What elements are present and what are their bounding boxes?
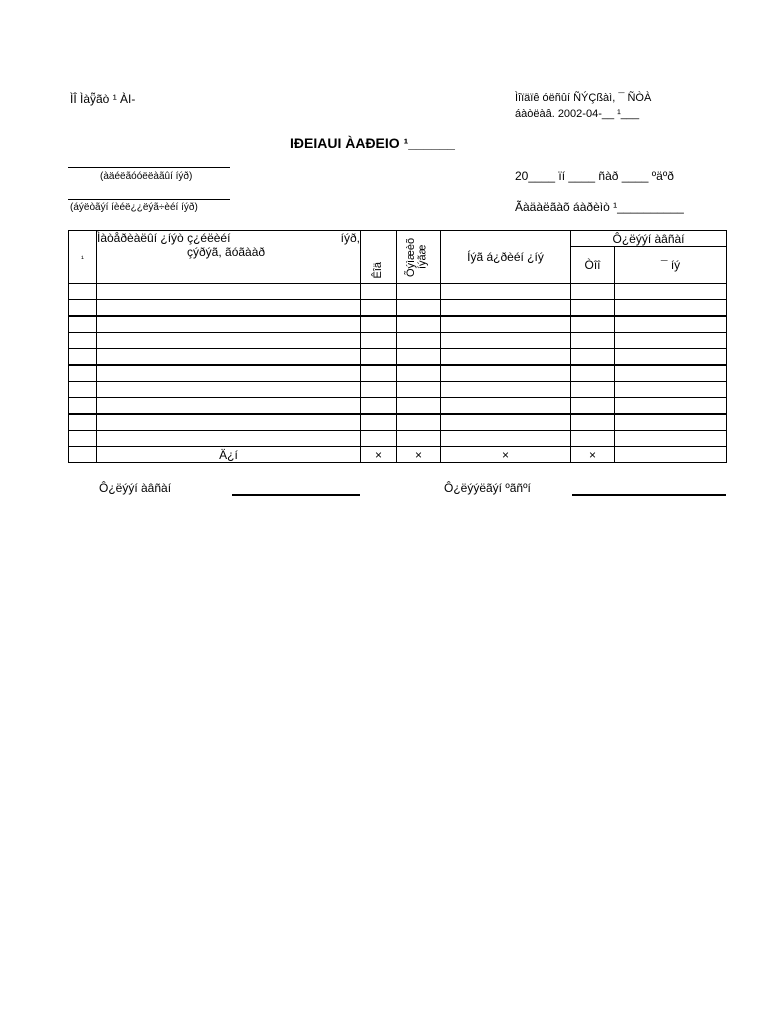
table-row [69,316,727,333]
x-mark: × [571,447,615,463]
left-field-2-line [68,199,230,200]
col-sum-header: ¯ íý [615,247,727,284]
total-row [69,447,727,463]
left-field-1-line [68,167,230,168]
received-by-signature-line [232,494,360,496]
col-number-header: ¹ [69,231,97,284]
issued-by-signature-line [572,494,726,496]
table-row [69,414,727,431]
table-row [69,284,727,300]
total-label: Ä¿í [97,447,361,463]
table-row [69,431,727,447]
col-code-header: Êîä [361,231,397,284]
table-row [69,365,727,382]
table-row [69,382,727,398]
left-field-2-caption: (áýëòãýí íèéë¿¿ëýã÷èéí íýð) [70,202,198,213]
date-line: 20____ ïí ____ ñàð ____ ºäºð [515,169,674,183]
col-received-group-header: Ô¿ëýýí àâñàí [571,231,727,247]
approval-line-1: Ìîïäïê óëñûí ÑÝÇßàì, ¯ ÑÒÀ [515,92,652,104]
col-price-header: Íýã á¿ðèéí ¿íý [441,231,571,284]
col-description-header: Ìàòåðèàëûí ¿íýò ç¿éëèéí íýð, çýðýã, ãóãààð [97,231,361,284]
left-field-1-caption: (àäéëãóóëëàãûí íýð) [100,171,193,182]
table-row [69,333,727,349]
x-mark: × [361,447,397,463]
approval-line-2: áàòëàâ. 2002-04-__ ¹___ [515,108,640,120]
received-by-label: Ô¿ëýýí àâñàí [99,481,172,495]
document-title: IÐEIAUI ÀAÐEIO ¹______ [290,135,455,151]
x-mark: × [441,447,571,463]
x-mark: × [397,447,441,463]
table-row [69,300,727,317]
document-number-line: Ãàäàëãàõ áàðèìò ¹__________ [515,200,684,214]
form-number: ÌÎ Ìàÿ̃ãò ¹ ÀI- [70,92,136,106]
table-row [69,349,727,366]
col-measure-header: Õýìæèõ íýãæ [397,231,441,284]
table-row [69,398,727,415]
col-qty-header: Òîî [571,247,615,284]
goods-table [68,230,727,463]
issued-by-label: Ô¿ëýýëãýí ºãñºí [444,481,531,495]
